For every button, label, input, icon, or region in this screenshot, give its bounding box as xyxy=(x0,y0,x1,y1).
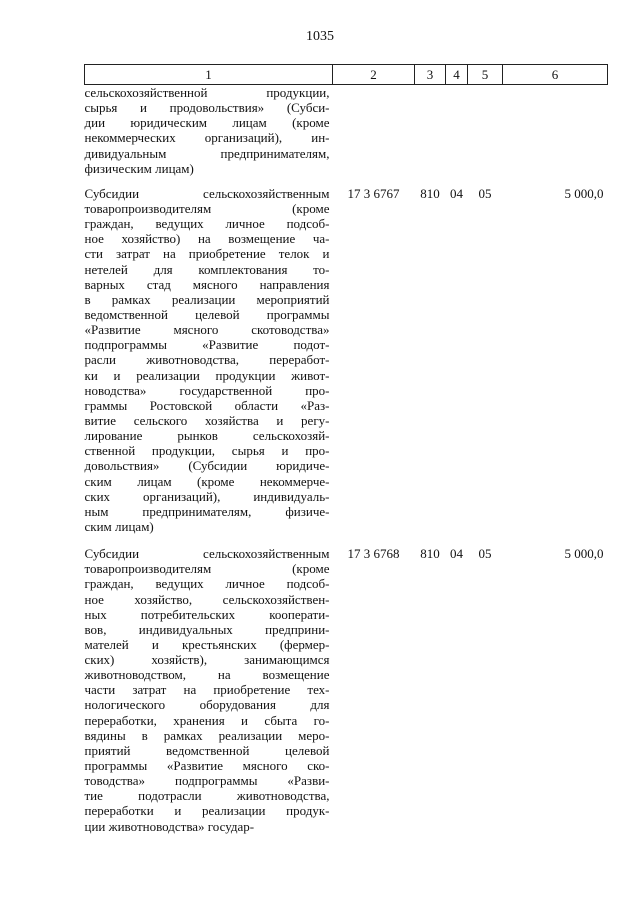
description-line: новодства» государственной про- xyxy=(84,382,330,398)
section-code: 04 xyxy=(450,185,463,201)
description-line: сельскохозяйственной продукции, xyxy=(84,85,330,100)
description-line: ственной продукции, сырья и про- xyxy=(84,443,330,459)
description-line: подпрограммы «Развитие подот- xyxy=(84,337,330,353)
expense-type-code xyxy=(415,85,446,176)
description-line: витие сельского хозяйства и регу- xyxy=(84,412,330,428)
description-line: товаропроизводителям (кроме xyxy=(84,561,330,577)
description-line: граждан, ведущих личное подсоб- xyxy=(84,576,330,592)
description-line: нологического оборудования для xyxy=(84,697,330,713)
description-line: мателей и крестьянских (фермер- xyxy=(84,636,330,652)
description-line: ных потребительских кооперати- xyxy=(84,606,330,622)
description-line: части затрат на приобретение тех- xyxy=(84,682,330,698)
table-row xyxy=(85,176,608,534)
description-line: переработки, хранения и сбыта го- xyxy=(84,712,330,728)
description-line: довольствия» (Субсидии юридиче- xyxy=(84,458,330,474)
description-line: нетелей для комплектования то- xyxy=(84,261,330,277)
amount-value: 5 000,0 xyxy=(564,546,604,562)
description-line: ции животноводства» государ- xyxy=(84,818,255,834)
description-line: сырья и продовольствия» (Субси- xyxy=(84,100,330,116)
description-line: переработки и реализации продук- xyxy=(84,803,330,819)
description-line: физическим лицам) xyxy=(84,160,194,176)
description-line: ным предпринимателям, физиче- xyxy=(84,503,330,519)
description-line: дивидуальным предпринимателям, xyxy=(84,145,330,161)
description-line: ведомственной целевой программы xyxy=(84,306,330,322)
description-line: Субсидии сельскохозяйственным xyxy=(84,185,330,201)
description-line: ских организаций), индивидуаль- xyxy=(84,488,330,504)
table-header-row xyxy=(85,65,608,85)
description-line: некоммерческих организаций), ин- xyxy=(84,130,330,146)
description-line: ное хозяйство, сельскохозяйствен- xyxy=(84,591,330,607)
subsection-code: 05 xyxy=(478,185,492,201)
description-line: ским лицам (кроме некоммерче- xyxy=(84,473,330,489)
description-line: приятий ведомственной целевой xyxy=(84,742,330,758)
header-col-5: 5 xyxy=(468,65,503,85)
expense-type-code: 810 xyxy=(420,546,440,562)
header-col-3: 3 xyxy=(415,65,446,85)
description-line: животноводством, на возмещение xyxy=(84,667,330,683)
description-line: граждан, ведущих личное подсоб- xyxy=(84,216,330,232)
header-col-6: 6 xyxy=(503,65,608,85)
description-line: товодства» подпрограммы «Разви- xyxy=(84,773,330,789)
description-line: ное хозяйство) на возмещение ча- xyxy=(84,231,330,247)
description-line: ки и реализации продукции живот- xyxy=(84,367,330,383)
description-line: сти затрат на приобретение телок и xyxy=(84,246,330,262)
description-line: ским лицам) xyxy=(84,518,154,534)
description-line: товаропроизводителям (кроме xyxy=(84,200,330,216)
section-code xyxy=(446,85,468,176)
description-line: программы «Развитие мясного ско- xyxy=(84,758,330,774)
description-line: вядины в рамках реализации меро- xyxy=(84,727,330,743)
target-article-code xyxy=(333,85,415,176)
description-line: вов, индивидуальных предприни- xyxy=(84,621,330,637)
description-line: граммы Ростовской области «Раз- xyxy=(84,397,330,413)
description-line: лирование рынков сельскохозяй- xyxy=(84,428,330,444)
table-row xyxy=(85,534,608,834)
row-description xyxy=(85,176,333,534)
target-article-code: 17 3 6768 xyxy=(347,546,400,562)
budget-table xyxy=(84,64,608,834)
page-number: 1035 xyxy=(306,29,334,44)
description-line: «Развитие мясного скотоводства» xyxy=(84,322,330,338)
table-row xyxy=(85,85,608,176)
target-article-code: 17 3 6767 xyxy=(347,185,400,201)
row-description xyxy=(85,534,333,834)
description-line: расли животноводства, переработ- xyxy=(84,352,330,368)
amount-value xyxy=(503,85,608,176)
subsection-code: 05 xyxy=(478,546,492,562)
header-col-1: 1 xyxy=(85,65,333,85)
expense-type-code: 810 xyxy=(420,185,440,201)
description-line: в рамках реализации мероприятий xyxy=(84,291,330,307)
description-line: ских) хозяйств), занимающимся xyxy=(84,652,330,668)
subsection-code xyxy=(468,85,503,176)
section-code: 04 xyxy=(450,546,463,562)
row-description xyxy=(85,85,333,176)
description-line: Субсидии сельскохозяйственным xyxy=(84,546,330,562)
description-line: дии юридическим лицам (кроме xyxy=(84,115,330,131)
header-col-4: 4 xyxy=(446,65,468,85)
description-line: варных стад мясного направления xyxy=(84,276,330,292)
description-line: тие подотрасли животноводства, xyxy=(84,788,330,804)
amount-value: 5 000,0 xyxy=(564,185,604,201)
header-col-2: 2 xyxy=(333,65,415,85)
